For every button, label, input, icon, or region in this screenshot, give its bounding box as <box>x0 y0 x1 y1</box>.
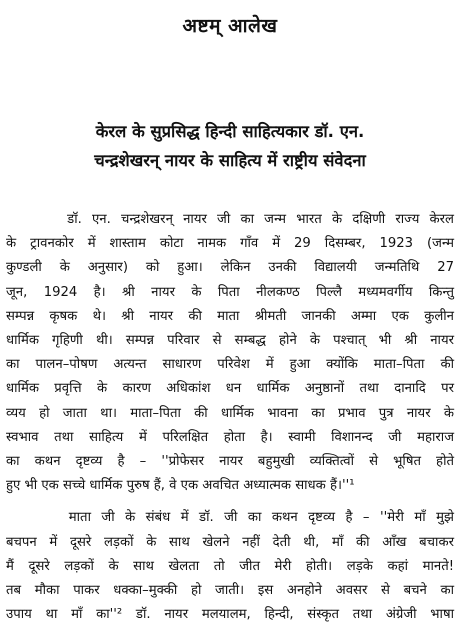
text-line: का कथन दृष्टव्य है – ''प्रोफेसर नायर बहुमुखी व्यक्तित्वों से भूषित होते <box>6 454 454 470</box>
chapter-heading: अष्टम् आलेख <box>182 15 278 37</box>
text-line: धार्मिक प्रवृत्ति के कारण अधिकांश धन धार्मिक अनुष्ठानों तथा दानादि पर <box>6 381 454 397</box>
text-line: मैं दूसरे लड़कों के साथ खेलता तो जीत मेरी होती। लड़के कहां मानते! <box>6 558 454 574</box>
text-line: कुण्डली के अनुसार) को हुआ। लेकिन उनकी विद्यालयी जन्मतिथि 27 <box>6 260 454 276</box>
text-line: उपाय था माँ का''² डॉ. नायर मलयालम, हिन्दी, संस्कृत तथा अंग्रेजी भाषा <box>6 607 454 623</box>
paragraph <box>6 208 454 498</box>
text-line: का पालन–पोषण अत्यन्त साधारण परिवेश में हुआ क्योंकि माता–पिता की <box>6 357 454 373</box>
article-title-line: केरल के सुप्रसिद्ध हिन्दी साहित्यकार डॉ. एन. <box>95 122 365 141</box>
article-title-line: चन्द्रशेखरन् नायर के साहित्य में राष्ट्रीय संवेदना <box>94 151 366 170</box>
text-line: हुए भी एक सच्चे धार्मिक पुरुष हैं, वे एक अवचित अध्यात्मक साधक हैं।''¹ <box>6 478 355 494</box>
text-line: बचपन में दूसरे लड़कों के साथ खेलने नहीं देती थी, माँ की आँख बचाकर <box>6 534 454 550</box>
body-text <box>6 208 454 627</box>
text-line: सम्पन्न कृषक थे। श्री नायर की माता श्रीमती जानकी अम्मा एक कुलीन <box>6 308 454 324</box>
text-line: के ट्रावनकोर में शास्ताम कोटा नामक गाँव में 29 दिसम्बर, 1923 (जन्म <box>6 236 454 252</box>
text-line: व्यय हो जाता था। माता–पिता की धार्मिक भावना का प्रभाव पुत्र नायर के <box>6 405 454 421</box>
paragraph-gap <box>6 498 454 506</box>
text-line: माता जी के संबंध में डॉ. जी का कथन दृष्टव्य है – ''मेरी माँ मुझे <box>6 510 454 526</box>
paragraph <box>6 506 454 627</box>
text-line: तब मौका पाकर धक्का–मुक्की हो जाती। इस अनहोने अवसर से बचने का <box>6 583 454 599</box>
text-line: जून, 1924 है। श्री नायर के पिता नीलकण्ठ पिल्लै मध्यमवर्गीय किन्तु <box>6 284 454 300</box>
text-line: डॉ. एन. चन्द्रशेखरन् नायर जी का जन्म भारत के दक्षिणी राज्य केरल <box>6 212 454 227</box>
text-line: धार्मिक गृहिणी थी। सम्पन्न परिवार से सम्बद्ध होने के पश्चात् भी श्री नायर <box>6 333 454 349</box>
article-title <box>14 117 446 175</box>
text-line: स्वभाव तथा साहित्य में परिलक्षित होता है। स्वामी विशानन्द जी महाराज <box>6 429 454 445</box>
